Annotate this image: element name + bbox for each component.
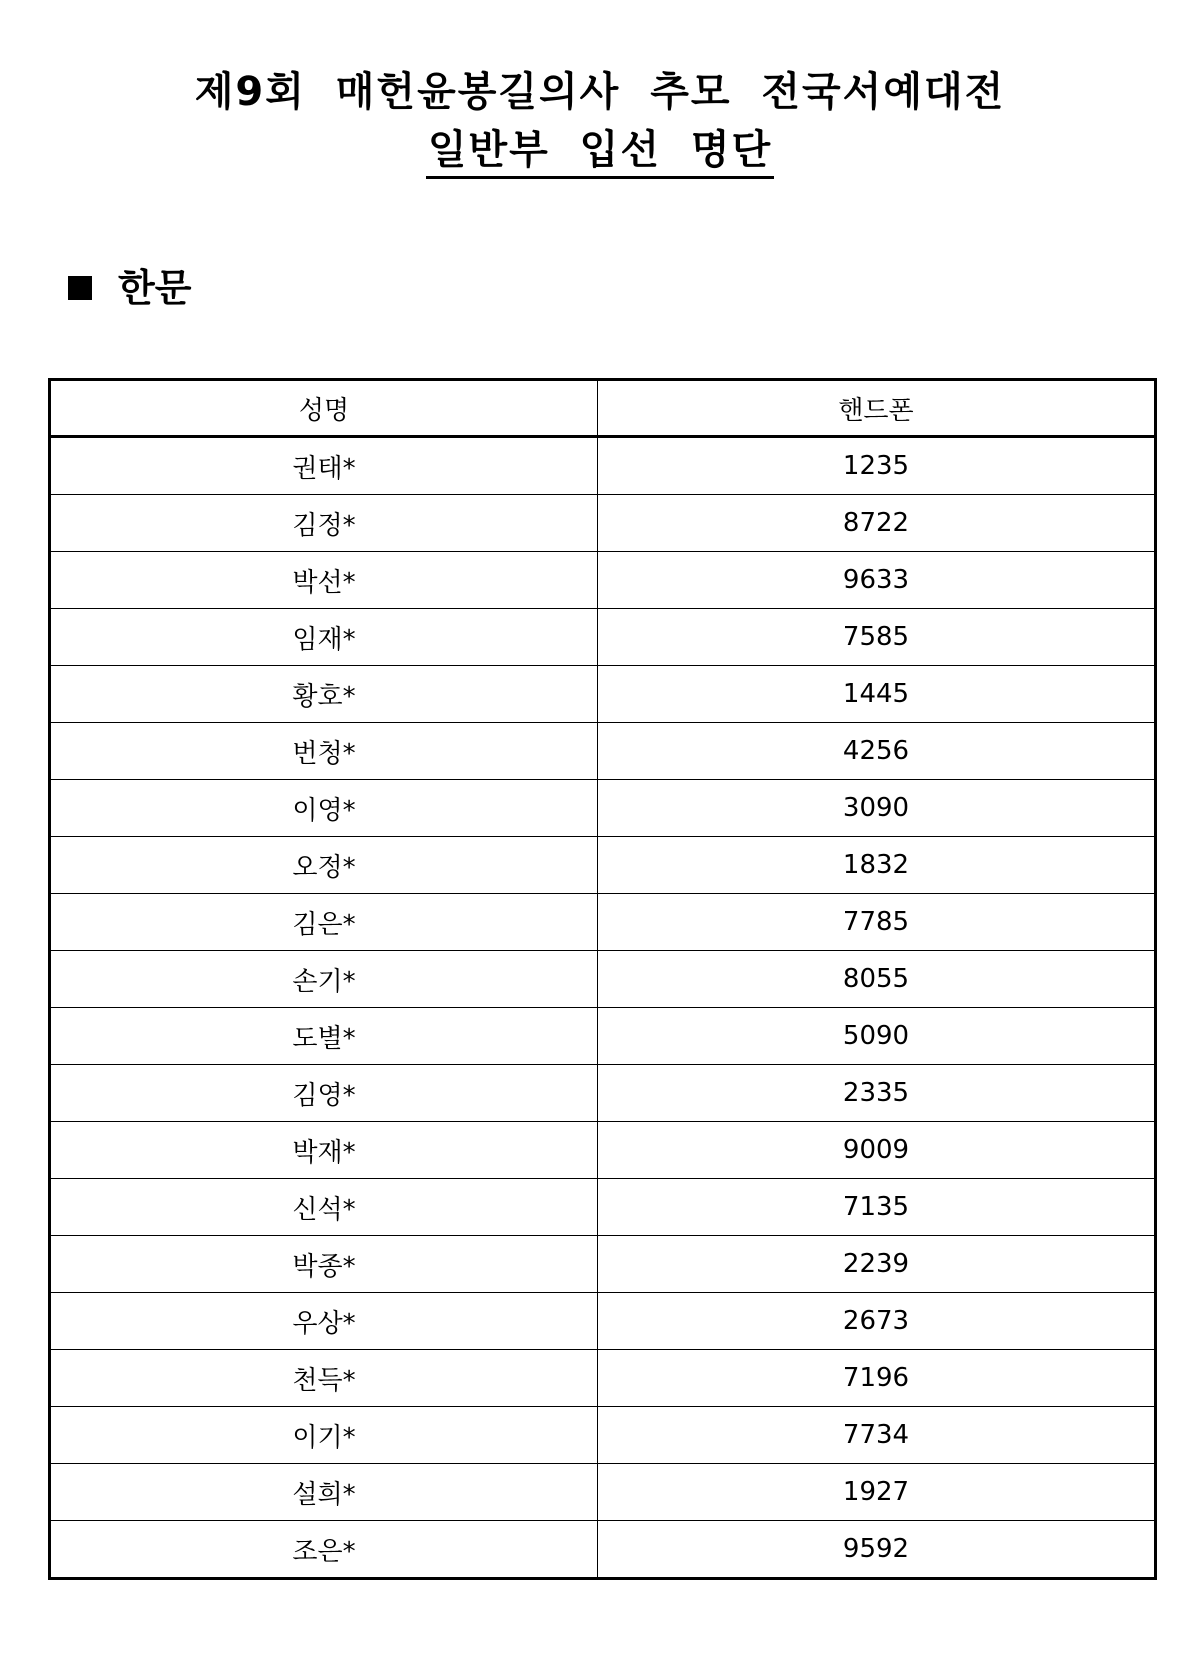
- phone-cell: 1927: [598, 1464, 1156, 1521]
- phone-cell: 7135: [598, 1179, 1156, 1236]
- table-row: [50, 609, 1156, 666]
- phone-cell: 8055: [598, 951, 1156, 1008]
- name-cell: 조은*: [50, 1521, 598, 1579]
- phone-cell: 7785: [598, 894, 1156, 951]
- name-cell: 이영*: [50, 780, 598, 837]
- section-heading: [68, 262, 191, 314]
- phone-cell: 3090: [598, 780, 1156, 837]
- table-row: [50, 951, 1156, 1008]
- name-cell: 권태*: [50, 437, 598, 495]
- table-row: [50, 552, 1156, 609]
- table-row: [50, 437, 1156, 495]
- table-row: [50, 1008, 1156, 1065]
- section-heading-label: 한문: [118, 266, 192, 310]
- column-header-phone: 핸드폰: [598, 380, 1156, 437]
- table-row: [50, 1236, 1156, 1293]
- phone-cell: 2673: [598, 1293, 1156, 1350]
- table-row: [50, 1350, 1156, 1407]
- name-cell: 박선*: [50, 552, 598, 609]
- table-row: [50, 1065, 1156, 1122]
- black-square-icon: [68, 276, 92, 300]
- phone-cell: 1235: [598, 437, 1156, 495]
- name-cell: 천득*: [50, 1350, 598, 1407]
- name-cell: 손기*: [50, 951, 598, 1008]
- table-row: [50, 1293, 1156, 1350]
- winners-table: [48, 378, 1157, 1580]
- name-cell: 설희*: [50, 1464, 598, 1521]
- phone-cell: 2239: [598, 1236, 1156, 1293]
- phone-cell: 1445: [598, 666, 1156, 723]
- name-cell: 박재*: [50, 1122, 598, 1179]
- phone-cell: 2335: [598, 1065, 1156, 1122]
- phone-cell: 7585: [598, 609, 1156, 666]
- table-row: [50, 1464, 1156, 1521]
- winners-table-container: [48, 378, 1154, 1580]
- name-cell: 김정*: [50, 495, 598, 552]
- document-title: 제9회 매헌윤봉길의사 추모 전국서예대전: [194, 69, 1006, 115]
- phone-cell: 5090: [598, 1008, 1156, 1065]
- phone-cell: 7196: [598, 1350, 1156, 1407]
- name-cell: 임재*: [50, 609, 598, 666]
- name-cell: 도별*: [50, 1008, 598, 1065]
- table-row: [50, 723, 1156, 780]
- name-cell: 박종*: [50, 1236, 598, 1293]
- name-cell: 이기*: [50, 1407, 598, 1464]
- name-cell: 신석*: [50, 1179, 598, 1236]
- table-row: [50, 1521, 1156, 1579]
- table-row: [50, 1179, 1156, 1236]
- column-header-name: 성명: [50, 380, 598, 437]
- name-cell: 오정*: [50, 837, 598, 894]
- phone-cell: 8722: [598, 495, 1156, 552]
- title-block: [0, 60, 1200, 179]
- table-row: [50, 780, 1156, 837]
- phone-cell: 4256: [598, 723, 1156, 780]
- name-cell: 우상*: [50, 1293, 598, 1350]
- name-cell: 김은*: [50, 894, 598, 951]
- phone-cell: 7734: [598, 1407, 1156, 1464]
- phone-cell: 1832: [598, 837, 1156, 894]
- table-row: [50, 1407, 1156, 1464]
- phone-cell: 9633: [598, 552, 1156, 609]
- table-row: [50, 495, 1156, 552]
- name-cell: 황호*: [50, 666, 598, 723]
- table-row: [50, 1122, 1156, 1179]
- phone-cell: 9009: [598, 1122, 1156, 1179]
- name-cell: 김영*: [50, 1065, 598, 1122]
- phone-cell: 9592: [598, 1521, 1156, 1579]
- table-header-row: [50, 380, 1156, 437]
- table-row: [50, 894, 1156, 951]
- table-row: [50, 837, 1156, 894]
- table-row: [50, 666, 1156, 723]
- name-cell: 번청*: [50, 723, 598, 780]
- document-subtitle: 일반부 입선 명단: [426, 124, 774, 179]
